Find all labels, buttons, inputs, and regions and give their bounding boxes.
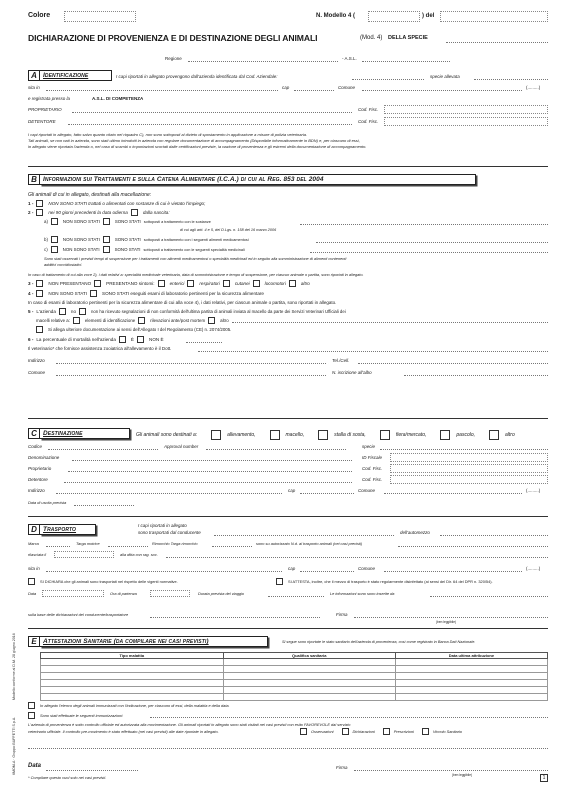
vet-comune-label: Comune [28, 370, 46, 375]
proprietario-label: PROPRIETARIO [28, 107, 62, 112]
asl-competenza-label: A.S.L. DI COMPETENZA [92, 96, 144, 101]
regione-field[interactable] [188, 61, 338, 62]
dest-altro-checkbox[interactable] [489, 430, 499, 440]
immunizzati-text: In allegato l'elenco degli animali immunizzati con l'indicazione, per ciascuno di essi, della malattia e della data. [40, 703, 230, 708]
dest-cap-field[interactable] [300, 493, 354, 494]
cap-label: cap [282, 85, 290, 90]
dest-cod-fisc-label-2: Cod. Fisc. [362, 477, 383, 482]
ra-non-sono-label: NON SONO STATI [62, 219, 100, 224]
rc-sono-label: SONO STATI [114, 247, 141, 252]
section-b-intro: Gli animali di cui in allegato, destinati alla macellazione: [28, 192, 152, 198]
dest-id-fiscale-label: ID Fiscale [362, 455, 383, 460]
r6-e-checkbox[interactable] [119, 336, 126, 343]
dest-denominazione-field[interactable] [72, 460, 352, 461]
trasporto-line1: I capi riportati in allegato [138, 523, 187, 528]
footnote: * Compilare questo vuol solo nei casi previsti. [28, 775, 107, 780]
attesta-row [276, 578, 493, 585]
d-firma-label: Firma [336, 612, 348, 617]
section-divider-de [28, 628, 548, 629]
section-b-row4 [28, 290, 264, 297]
section-a-note2: Tali animali, se non nati in azienda, sono stati ultimo introdotti in azienda con regolare documentazione di accompagnamento (Disponibile informaticamente in BDN) e, per ciascuno di essi, [28, 138, 360, 143]
d-data-label: Data [28, 591, 37, 596]
r5-rilevazioni: rilevazioni ante/post mortem [150, 318, 206, 323]
dest-macello: macello, [285, 432, 305, 438]
sint-locomotori-checkbox[interactable] [253, 280, 260, 287]
cod-fisc-label-2: Cod. Fisc. [358, 119, 379, 124]
cap-field[interactable] [294, 90, 334, 91]
colore-field[interactable] [64, 11, 136, 22]
table-row[interactable] [41, 659, 548, 666]
prescrizioni-label: Prescrizioni [393, 729, 414, 734]
section-divider-cd [28, 516, 548, 517]
e-firma-label: Firma [336, 765, 348, 770]
title-mod: (Mod. 4) [360, 35, 383, 41]
cod-fisc-field-1[interactable] [384, 105, 548, 114]
modello-number-field[interactable] [368, 11, 420, 22]
vet-indirizzo-label: Indirizzo [28, 358, 45, 363]
vaccinazioni-field[interactable] [150, 717, 548, 718]
vet-tel-label: Tel./Cell. [332, 358, 350, 363]
immunizzati-row [28, 702, 230, 709]
dest-comune-label: Comune [358, 488, 376, 493]
osservazioni-checkbox[interactable] [300, 728, 307, 735]
rb-non-sono-checkbox[interactable] [51, 236, 58, 243]
ra-sono-checkbox[interactable] [103, 218, 110, 225]
row2-number: 2 - [28, 210, 34, 215]
rimorchio-field[interactable] [212, 546, 252, 547]
section-divider-bc [28, 418, 548, 419]
r3-non-presentano-checkbox[interactable] [36, 280, 43, 287]
row-c-label: c) [44, 247, 48, 252]
controllo-line1: L'azienda di provenienza è sotto controllo ufficiale ed autorizzata alla movimentazione. Gli animali riportati in allegato sono stati visitati nei casi previsti con esito FAVOREVOLE dal servizio [28, 722, 351, 727]
d-sita-label: sita in [28, 566, 40, 571]
vet-tel-field[interactable] [358, 363, 548, 364]
specie-allevata-label: specie allevata [430, 74, 460, 79]
d-data-field[interactable] [42, 590, 104, 597]
r6-non-e-label: NON È [149, 337, 164, 342]
rb-sono-label: SONO STATI [114, 237, 141, 242]
sint-cutanei: cutanei [234, 281, 250, 286]
r2-checkbox-birth[interactable] [131, 209, 138, 216]
automezzo-label: dell'automezzo [400, 530, 430, 535]
row5-number: 5 - [28, 309, 34, 314]
r4-non-sono-label: NON SONO STATI [48, 291, 87, 296]
page-title: DICHIARAZIONE DI PROVENIENZA E DI DESTINAZIONE DEGLI ANIMALI [28, 33, 318, 43]
obs-line2: additivi coccidiostatici. [44, 262, 83, 267]
targa-label: Targa motrice [76, 541, 100, 546]
vaccinazioni-text: Sono stati effettuate le seguenti immunizzazioni: [40, 713, 124, 718]
page-number: 1 [540, 774, 548, 782]
sint-cutanei-checkbox[interactable] [223, 280, 230, 287]
r4-sono-checkbox[interactable] [90, 290, 97, 297]
table-row[interactable] [41, 666, 548, 673]
r5-text: non ha ricevuto segnalazioni di non conformità dell'ultima partita di animali inviata al macello da parte dei Servizi Veterinari Ufficiali dei [91, 309, 346, 314]
conducente-field[interactable] [214, 535, 394, 536]
prov-label: (.........) [526, 85, 541, 90]
dest-cod-fisc-field-2[interactable] [390, 475, 548, 484]
date-field[interactable] [440, 11, 548, 22]
r1-checkbox[interactable] [36, 200, 43, 207]
rb-sono-checkbox[interactable] [103, 236, 110, 243]
dest-allevamento-checkbox[interactable] [211, 430, 221, 440]
dest-prov-label: (.........) [526, 488, 541, 493]
data-uscita-field[interactable] [74, 505, 134, 506]
asl-label: - A.S.L. [342, 56, 357, 61]
r5-identificazione: elementi di identificazione [84, 318, 136, 323]
r4-non-sono-checkbox[interactable] [36, 290, 43, 297]
section-b-row-c [44, 246, 245, 253]
prescrizioni-checkbox[interactable] [383, 728, 390, 735]
section-a-note1: I capi riportati in allegato, fatto salvo quanto citato nel riquadro C), non sono sottoposti al divieto di spostamento in applicazione a misure di polizia veterinaria. [28, 132, 308, 137]
rb-text: sottoposti a trattamento con i seguenti alimenti medicamentosi [143, 237, 249, 242]
side-note-top: Modello conforme al D.M. 28 giugno 2016 [12, 633, 16, 700]
note-line[interactable] [28, 748, 548, 749]
dest-comune-field[interactable] [384, 493, 522, 494]
cod-fisc-label-1: Cod. Fisc. [358, 107, 379, 112]
dest-specie-field[interactable] [380, 449, 548, 450]
sint-respiratori-checkbox[interactable] [187, 280, 194, 287]
r3-presentano-checkbox[interactable] [94, 280, 101, 287]
rc-non-sono-checkbox[interactable] [51, 246, 58, 253]
section-d-title: Trasporto [40, 524, 96, 535]
d-prov-label: (.........) [526, 566, 541, 571]
attesta-checkbox[interactable] [276, 578, 283, 585]
row1-number: 1 - [28, 201, 34, 206]
data-uscita-label: Data di uscita prevista [28, 500, 67, 505]
vet-albo-field[interactable] [404, 375, 548, 376]
ra-text: sottoposti a trattamento con le sostanze [143, 219, 211, 224]
dichiara-text: SI DICHIARA che gli animali sono trasportati nel rispetto delle vigenti normative. [40, 579, 178, 584]
section-b-row-b [44, 236, 249, 243]
section-b-letter: B [28, 174, 40, 185]
d-firma-field[interactable] [354, 617, 548, 618]
info-field[interactable] [430, 596, 548, 597]
ditta-label: alla ditta con rag. soc. [120, 552, 158, 557]
rc-field[interactable] [310, 252, 548, 253]
section-b-row6 [28, 336, 164, 343]
r4-note: In caso di esami di laboratorio pertinenti per la sicurezza alimentare di cui alla voce 4), i dati relativi, per ciascun animale o partita, sono riportati in allegato. [28, 300, 337, 305]
dest-indirizzo-label: Indirizzo [28, 488, 45, 493]
autorizzazione-field[interactable] [398, 546, 548, 547]
dest-altro: altro [505, 432, 515, 438]
table-row[interactable] [41, 694, 548, 701]
rc-text: sottoposti a trattamento con le seguenti specialità medicinali [143, 247, 245, 252]
dichiarazioni-label: Dichiarazioni [352, 729, 375, 734]
dest-stalla-checkbox[interactable] [318, 430, 328, 440]
immunizzati-checkbox[interactable] [28, 702, 35, 709]
comune-field[interactable] [362, 90, 522, 91]
ditta-field[interactable] [166, 557, 548, 558]
section-b-row3 [28, 280, 310, 287]
r5-allega-checkbox[interactable] [36, 326, 43, 333]
vincolo-label: Vincolo Sanitario [432, 729, 463, 734]
vaccinazioni-row [28, 712, 123, 719]
row-b-label: b) [44, 237, 48, 242]
cod-aziendale-field[interactable] [352, 79, 424, 80]
section-e-title: Attestazioni Sanitarie (da compilare nei casi previsti) [40, 636, 268, 647]
section-c-title: Destinazione [40, 428, 130, 439]
r5-non-ha-checkbox[interactable] [79, 308, 86, 315]
section-a-line1: I capi riportati in allegato provengono dall'azienda identificata dal Cod. Aziendale: [116, 74, 278, 79]
dest-proprietario-label: Proprietario [28, 466, 52, 471]
sita-in-label: sita in [28, 85, 40, 90]
r6-e-label: È [130, 337, 134, 342]
dichiara-checkbox[interactable] [28, 578, 35, 585]
r5-rilevazioni-checkbox[interactable] [138, 317, 145, 324]
dest-cap-label: cap [288, 488, 296, 493]
vaccinazioni-checkbox[interactable] [28, 712, 35, 719]
d-cap-field[interactable] [300, 571, 354, 572]
vet-albo-label: N. iscrizione all'albo [332, 370, 372, 375]
r5-identificazione-checkbox[interactable] [73, 317, 80, 324]
detentore-label: DETENTORE [28, 119, 56, 124]
dichiara-row [28, 578, 178, 585]
section-b-row2 [28, 209, 170, 216]
ra-non-sono-checkbox[interactable] [51, 218, 58, 225]
vet-comune-field[interactable] [56, 375, 326, 376]
section-b-row5-c [36, 326, 231, 333]
dest-fiera-checkbox[interactable] [380, 430, 390, 440]
section-d-letter: D [28, 524, 40, 535]
row-a-label: a) [44, 219, 48, 224]
sint-altro: altro [300, 281, 310, 286]
proprietario-field[interactable] [72, 112, 352, 113]
d-sita-field[interactable] [46, 571, 282, 572]
dest-denominazione-label: Denominazione [28, 455, 60, 460]
e-leggibile-label: (ben leggibile) [452, 773, 473, 777]
section-b-row5 [28, 308, 346, 315]
rc-sono-checkbox[interactable] [103, 246, 110, 253]
dest-codice-label: Codice [28, 444, 43, 449]
table-row[interactable] [41, 687, 548, 694]
sint-enterici-checkbox[interactable] [158, 280, 165, 287]
obs-line1: Sono stati osservati i previsti tempi di sospensione per i trattamenti con alimenti medicamentosi o specialità medicinali ed in seguito alla somministrazione di alimenti contenenti [44, 256, 347, 261]
sita-in-field[interactable] [46, 90, 278, 91]
sint-altro-checkbox[interactable] [289, 280, 296, 287]
row2-text-b: dalla nascita: [142, 210, 170, 215]
automezzo-field[interactable] [440, 535, 548, 536]
rb-non-sono-label: NON SONO STATI [62, 237, 100, 242]
rb-field[interactable] [316, 242, 548, 243]
durata-field[interactable] [268, 596, 324, 597]
rimorchio-label: Rimorchio Targa rimorchio [152, 541, 198, 546]
row4-number: 4 - [28, 291, 34, 296]
ra-field[interactable] [300, 224, 548, 225]
ora-field[interactable] [150, 590, 190, 597]
section-a-title: Identificazione [40, 70, 112, 81]
dest-pascolo: pascolo, [456, 432, 476, 438]
dest-pascolo-checkbox[interactable] [440, 430, 450, 440]
dest-id-fiscale-field[interactable] [390, 453, 548, 462]
d-comune-field[interactable] [384, 571, 522, 572]
side-note-bottom: 6MOM-A · Gruppo BUFFETTI S.p.A. [12, 716, 16, 775]
dest-proprietario-field[interactable] [68, 471, 352, 472]
dest-allevamento: allevamento, [227, 432, 256, 438]
r2-checkbox-90days[interactable] [36, 209, 43, 216]
d-leggibile-label: (ben leggibile) [436, 620, 457, 624]
dest-macello-checkbox[interactable] [270, 430, 280, 440]
modello-label: N. Modello 4 ( [316, 13, 355, 19]
d-comune-label: Comune [358, 566, 376, 571]
vet-label: Il veterinario* che fornisce assistenza zooiatrica all'allevamento è il Dott. [28, 346, 172, 351]
r5-no-checkbox[interactable] [59, 308, 66, 315]
info-label: Le informazioni sono sono inserite da [330, 591, 395, 596]
dest-intro: Gli animali sono destinati a: [136, 432, 198, 438]
del-label: ) del [422, 13, 435, 19]
controllo-checks [300, 728, 462, 735]
dest-indirizzo-field[interactable] [56, 493, 282, 494]
r5-azienda-label: L'azienda [36, 309, 56, 314]
row3-number: 3 - [28, 281, 34, 286]
d-cap-label: cap [288, 566, 296, 571]
colore-label: Colore [28, 12, 51, 19]
trasporto-line2: sono trasportati dal conducente [138, 530, 201, 535]
section-divider-ab [28, 166, 548, 167]
r5-altro: altro [220, 318, 229, 323]
dest-specie-label: specie [362, 444, 376, 449]
section-a-note3: in allegato viene riportata l'azienda o, nel caso di scambi o importazioni scortati dalle certificazioni previste, la nazione di provenienza e gli estremi della documentazione di accompagnamento. [28, 144, 367, 149]
autorizzazione-label: sono su autorizzato N.d. al trasporto animali (nei casi previsti) [256, 541, 363, 546]
e-firma-field[interactable] [354, 770, 548, 771]
rc-non-sono-label: NON SONO STATI [62, 247, 100, 252]
attesta-text: SI ATTESTA, inoltre, che il mezzo di trasporto è stato regolarmente disinfettato (ai sensi del Dir. 64 del DPR n. 320/54). [288, 579, 493, 584]
cod-fisc-field-2[interactable] [384, 117, 548, 126]
section-b-row1 [28, 200, 205, 207]
r5-allega-text: Si allega ulteriore documentazione ai sensi dell'Allegato I del Regolamento (CE) n. 2074/2005. [48, 327, 232, 332]
dichiarazioni-checkbox[interactable] [342, 728, 349, 735]
r5-macelli-label: macelli relative a: [36, 318, 70, 323]
dest-stalla: stalla di sosta, [334, 432, 366, 438]
detentore-field[interactable] [68, 124, 352, 125]
rilasciata-label: rilasciata il [28, 552, 47, 557]
regione-label: Regione [165, 56, 182, 61]
durata-label: Durata prevista del viaggio [198, 591, 245, 596]
col-qualifica: Qualifica sanitaria [223, 653, 395, 659]
sint-respiratori: respiratori [199, 281, 220, 286]
section-b-row-a [44, 218, 211, 225]
section-e-intro: Si segue sono riportate le stato sanitario dell'azienda di provenienza, così come registrato in Banca Dati Nazionale. [282, 640, 476, 644]
e-data-field[interactable] [46, 770, 138, 771]
destination-options [136, 430, 515, 440]
dest-cod-fisc-field-1[interactable] [390, 464, 548, 473]
specie-field[interactable] [446, 42, 548, 43]
dest-cod-fisc-label-1: Cod. Fisc. [362, 466, 383, 471]
section-c-letter: C [28, 428, 40, 439]
specie-allevata-field[interactable] [474, 79, 548, 80]
vet-field[interactable] [198, 351, 548, 352]
dest-approval-field[interactable] [206, 449, 346, 450]
asl-field[interactable] [362, 61, 450, 62]
table-row[interactable] [41, 673, 548, 680]
title-tail: DELLA SPECIE [388, 35, 428, 41]
r5-altro-field[interactable] [232, 322, 548, 323]
dest-fiera: fiera/mercato, [395, 432, 427, 438]
sint-enterici: enterici [169, 281, 185, 286]
ora-label: Ora di partenza [110, 591, 137, 596]
r4-sono-label: SONO STATI eseguiti esami di laboratorio pertinenti per la sicurezza alimentare [102, 291, 264, 296]
attestazioni-table [40, 652, 548, 701]
ra-text-2: di cui agli artt. 4 e 5, del D.Lgs. n. 158 del 16 marzo 2006 [180, 228, 277, 232]
vincolo-checkbox[interactable] [422, 728, 429, 735]
comune-label: Comune [338, 85, 356, 90]
r6-non-e-checkbox[interactable] [137, 336, 144, 343]
marca-label: Marca [28, 541, 39, 546]
row2-text: nei 90 giorni precedenti la data odierna [48, 210, 128, 215]
section-b-title: Informazioni sui Trattamenti e sulla Catena Alimentare (I.C.A.) di cui al Reg. 853 del 2004 [40, 174, 476, 185]
table-row[interactable] [41, 680, 548, 687]
osservazioni-label: Osservazioni [311, 729, 334, 734]
controllo-line2: veterinario ufficiale. Il controllo pre-movimento è stato effettuato (nei casi previsti) alle date riportate in allegato. [28, 729, 219, 734]
r3-presentano-label: PRESENTANO sintomi: [106, 281, 155, 286]
marca-field[interactable] [46, 546, 70, 547]
registrata-label: e registrata presso la [28, 96, 71, 101]
row6-number: 6 - [28, 337, 34, 342]
targa-field[interactable] [108, 546, 148, 547]
col-tipo-malattia: Tipo malattia [41, 653, 224, 659]
r6-text: La percentuale di mortalità nell'azienda [36, 337, 116, 342]
vet-indirizzo-field[interactable] [56, 363, 326, 364]
section-e-letter: E [28, 636, 40, 647]
section-b-row5-b [36, 317, 229, 324]
dest-codice-field[interactable] [48, 449, 158, 450]
row1-text: NON SONO STATI trattati o alimentati con sostanze di cui è vietato l'impiego; [48, 201, 206, 206]
dest-detentore-field[interactable] [64, 482, 352, 483]
r5-altro-checkbox[interactable] [208, 317, 215, 324]
dest-approval-label: Approval number [164, 444, 199, 449]
r3-non-presentano-label: NON PRESENTANO [48, 281, 92, 286]
obs-line3: In caso di trattamento di cui alla voce 2), i dati relativi a: specialità medicinale veterinaria, data di somministrazione e tempo di sospensione, per ciascun animale o partita, sono riportati in allegato. [28, 272, 364, 277]
r6-field[interactable] [186, 342, 222, 343]
sulla-base-label: sulla base delle dichiarazioni del conducente/trasportatore [28, 612, 129, 617]
r5-no-label: no [70, 309, 77, 314]
col-data-attribuzione: Data ultima attribuzione [395, 653, 547, 659]
dest-detentore-label: Detentore [28, 477, 48, 482]
sulla-base-field[interactable] [150, 617, 320, 618]
e-data-label: Data [28, 763, 42, 769]
rilasciata-field[interactable] [54, 551, 114, 558]
sint-locomotori: locomotori [264, 281, 286, 286]
section-a-letter: A [28, 70, 40, 81]
ra-sono-label: SONO STATI [114, 219, 141, 224]
